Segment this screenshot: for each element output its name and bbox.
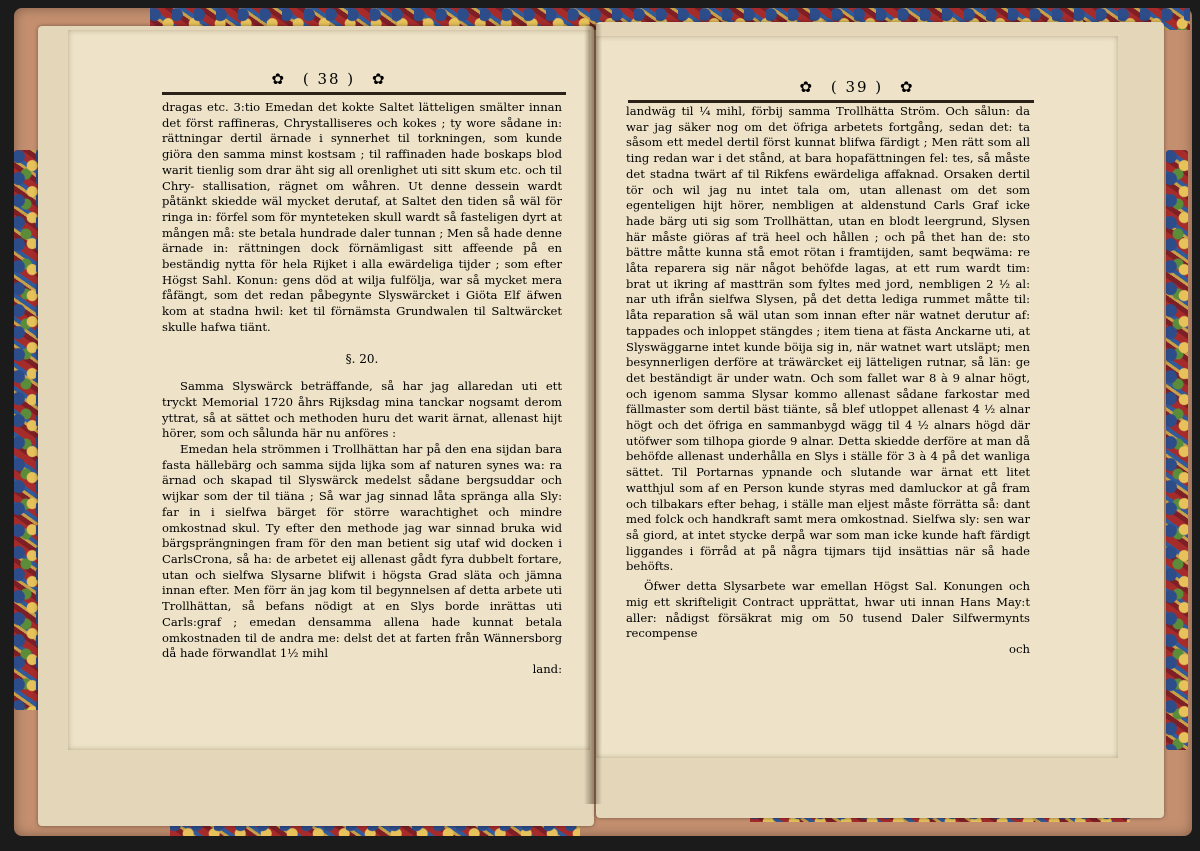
left-paragraph-3: Emedan hela strömmen i Trollhättan har på den ena sijdan bara fasta hällebärg och samma sijda lijka som af naturen synes wa: ra ärnad och skapad til Slyswärck medelst sådane bergsuddar och wijkar som der til tiäna ; Så war jag sinnad låta spränga alla Sly: far in i sielfwa bärget för större warachtighet och mindre omkostnad skul. Ty efter den methode jag war sinnad bruka wid bärgsprängningen fram för den man betient sig utaf wid docken i CarlsCrona, så ha: de arbetet eij allenast gådt fyra dubbelt fortare, utan och sielfwa Slysarne blifwit i högsta Grad släta och jämna innan efter. Men förr än jag kom til begynnelsen af detta arbete uti Trollhättan, så befans nödigt at en Slys borde inrättas uti Carls:graf ; emedan densamma allena hade kunnat betala omkostnaden til de andra me: delst det at farten från Wännersborg då hade förwandlat 1½ mihl: [162, 442, 562, 661]
left-paragraph-1: dragas etc. 3:tio Emedan det kokte Saltet lätteligen smälter innan det först raffineras, Chrystalliseres och kokes ; ty wore sådane in: rättningar dertil ärnade i synnerhet til torkningen, som kunde giöra den samma minst kostsam ; til raffinaden hade boskaps blod warit tienlig som drar äht sig all orenlighet uti sitt skum etc. och til Chry- stallisation, rägnet om wåhren. Ut denne dessein wardt påtänkt skiedde wäl mycket derutaf, at Saltet den tiden så wäl för ringa in: förfel som för mynteteken skull wardt så fasteligen dyrt at mången må: ste betala hundrade daler tunnan ; Men så hade denne ärnade in: rättningen dock förnämligast sitt affeende på en beständig nytta för hela Rijket i alla ewärdeliga tijder ; som efter Högst Sahl. Konun: gens död at wilja fulfölja, war så mycket mera fåfängt, som det redan påbegynte Slyswärcket i Giöta Elf äfwen kom at stadna hwil: ket til förnämsta Grundwalen til Saltwärcket skulle hafwa tiänt.: [162, 100, 562, 334]
right-header-rule: [628, 100, 1034, 103]
right-ornament-icon-2: ✿: [899, 78, 915, 96]
book-gutter: [584, 24, 602, 804]
right-paragraph-1: landwäg til ¼ mihl, förbij samma Trollhätta Ström. Och sålun: da war jag säker nog om det öfriga arbetets fortgång, sedan det: ta såsom ett medel dertil först kunnat blifwa färdigt ; Men rätt som all ting redan war i det stånd, at bara hopafättningen fel: tes, så måste det stadna twärt af til Rikfens ewärdeliga affaknad. Orsaken dertil tör och wil jag nu intet tala om, utan allenast om det som egenteligen hijt hörer, nembligen at aldenstund Carls Graf icke hade bärg uti sig som Trollhättan, utan en blodt leergrund, Slysen här måste giöras af trä heel och hållen ; och på thet han de: sto bättre måtte kunna stå emot rötan i framtijden, samt beqwäma: re låta reparera sig när något behöfde lagas, at ett rum wardt tim: brat ut ikring af mastträn som fyltes med jord, nembligen 2 ½ al: nar uth ifrån sielfwa Slysen, på det detta lediga rummet måtte til: låta reparation så wäl utan som innan efter när watnet derutur af: tappades och inloppet stängdes ; item tiena at fästa Anckarne uti, at Slyswäggarne intet kunde böija sig in, när watnet wart utsläpt; men besynnerligen derföre at träwärcket eij lätteligen rutnar, så län: ge det beständigt är under watn. Och som fallet war 8 à 9 alnar högt, och igenom samma Slysar kommo allenast sådane farkostar med fällmaster som dertil bäst tiänte, så blef utloppet allenast 4 ½ alnar högt och det öfriga en sammanbygd wägg til 4 ½ alnars högd där utöfwer som tilhopa giorde 9 alnar. Detta skiedde derföre at man då behöfde allenast underhålla en Slys i ställe för 3 à 4 på det wanliga sättet. Til Portarnas ypnande och slutande war ärnat ett litet watthjul som af en Person kunde styras med damluckor at gå fram och tilbakars efter behag, i ställe man eljest måste förrätta så: dant med folck och handkraft samt mera omkostnad. Sielfwa sly: sen war så giord, at intet stycke derpå war som man icke kunde haft färdigt liggandes i förråd at på några tijmars tijd insättias när så hade behöfts.: [626, 104, 1030, 574]
left-page-text: [162, 100, 562, 678]
right-paragraph-2: Öfwer detta Slysarbete war emellan Högst Sal. Konungen och mig ett skrifteligit Contract upprättat, hwar uti innan Hans May:t aller: nådigst försäkrat mig om 50 tusend Daler Silfwermynts recompense: [626, 579, 1030, 641]
marbled-cover-right: [1166, 150, 1188, 750]
right-ornament-icon: ✿: [799, 78, 815, 96]
marbled-cover-left: [14, 150, 40, 710]
right-page-text: [626, 104, 1030, 658]
left-paragraph-2: Samma Slyswärck beträffande, så har jag allaredan uti ett tryckt Memorial 1720 åhrs Rijksdag mina tanckar nogsamt derom yttrat, så at sättet och methoden huru det warit ärnat, allenast hijt hörer, som och sålunda här nu anföres :: [162, 379, 562, 441]
left-page-header: [68, 30, 590, 110]
left-page-number: ( 38 ): [302, 70, 356, 88]
section-heading: §. 20.: [345, 351, 379, 366]
right-page-number: ( 39 ): [830, 78, 884, 96]
left-ornament-icon-2: ✿: [371, 70, 387, 88]
left-header-rule: [162, 92, 566, 95]
left-ornament-icon: ✿: [271, 70, 287, 88]
right-catchword: och: [1009, 641, 1030, 656]
left-catchword: land:: [532, 661, 562, 676]
